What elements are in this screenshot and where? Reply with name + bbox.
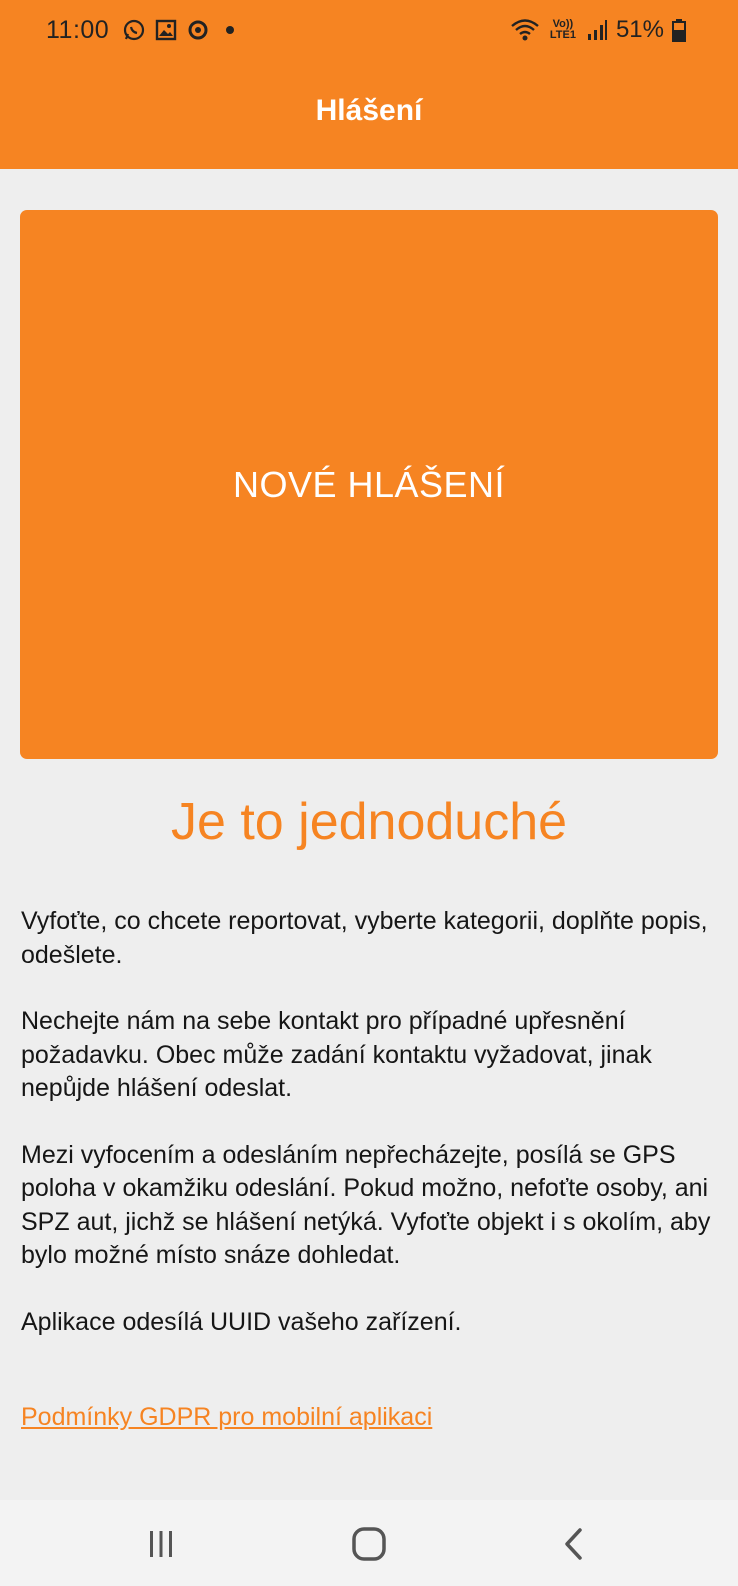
recent-apps-icon[interactable] (137, 1520, 185, 1568)
instruction-paragraph: Aplikace odesílá UUID vašeho zařízení. (21, 1307, 462, 1336)
page-title: Hlášení (315, 94, 423, 127)
new-report-label: NOVÉ HLÁŠENÍ (232, 463, 506, 505)
gallery-icon (154, 18, 178, 42)
app-header (0, 0, 738, 169)
headline: Je to jednoduché (170, 793, 568, 851)
back-icon[interactable] (550, 1520, 598, 1568)
gdpr-link[interactable]: Podmínky GDPR pro mobilní aplikaci (21, 1403, 433, 1431)
status-bar (0, 0, 738, 64)
system-icons (510, 16, 686, 44)
instruction-paragraph: Nechejte nám na sebe kontakt pro případné upřesnění požadavku. Obec může zadání kontaktu vyžadovat, jinak nepůjde hlášení odeslat. (21, 1007, 652, 1102)
status-time: 11:00 (46, 16, 110, 44)
notification-icons (122, 18, 242, 42)
home-icon[interactable] (345, 1520, 393, 1568)
dot-icon (218, 18, 242, 42)
instruction-paragraph: Vyfoťte, co chcete reportovat, vyberte kategorii, doplňte popis, odešlete. (21, 907, 708, 969)
signal-icon (586, 18, 608, 42)
battery-icon (672, 18, 686, 42)
battery-percent: 51% (615, 16, 664, 43)
sync-icon (186, 18, 210, 42)
wifi-calling-icon (510, 17, 540, 43)
new-report-button[interactable] (20, 210, 718, 759)
instruction-paragraph: Mezi vyfocením a odesláním nepřecházejte, posílá se GPS poloha v okamžiku odeslání. Pokud možno, nefoťte osoby, ani SPZ aut, jichž se hlášení netýká. Vyfoťte objekt i s okolím, aby bylo možné místo snáze dohledat. (21, 1140, 711, 1269)
whatsapp-icon (122, 18, 146, 42)
volte-icon: Vo)) LTE1 (549, 18, 576, 41)
system-nav-bar (0, 1500, 738, 1586)
instructions (21, 905, 717, 1372)
